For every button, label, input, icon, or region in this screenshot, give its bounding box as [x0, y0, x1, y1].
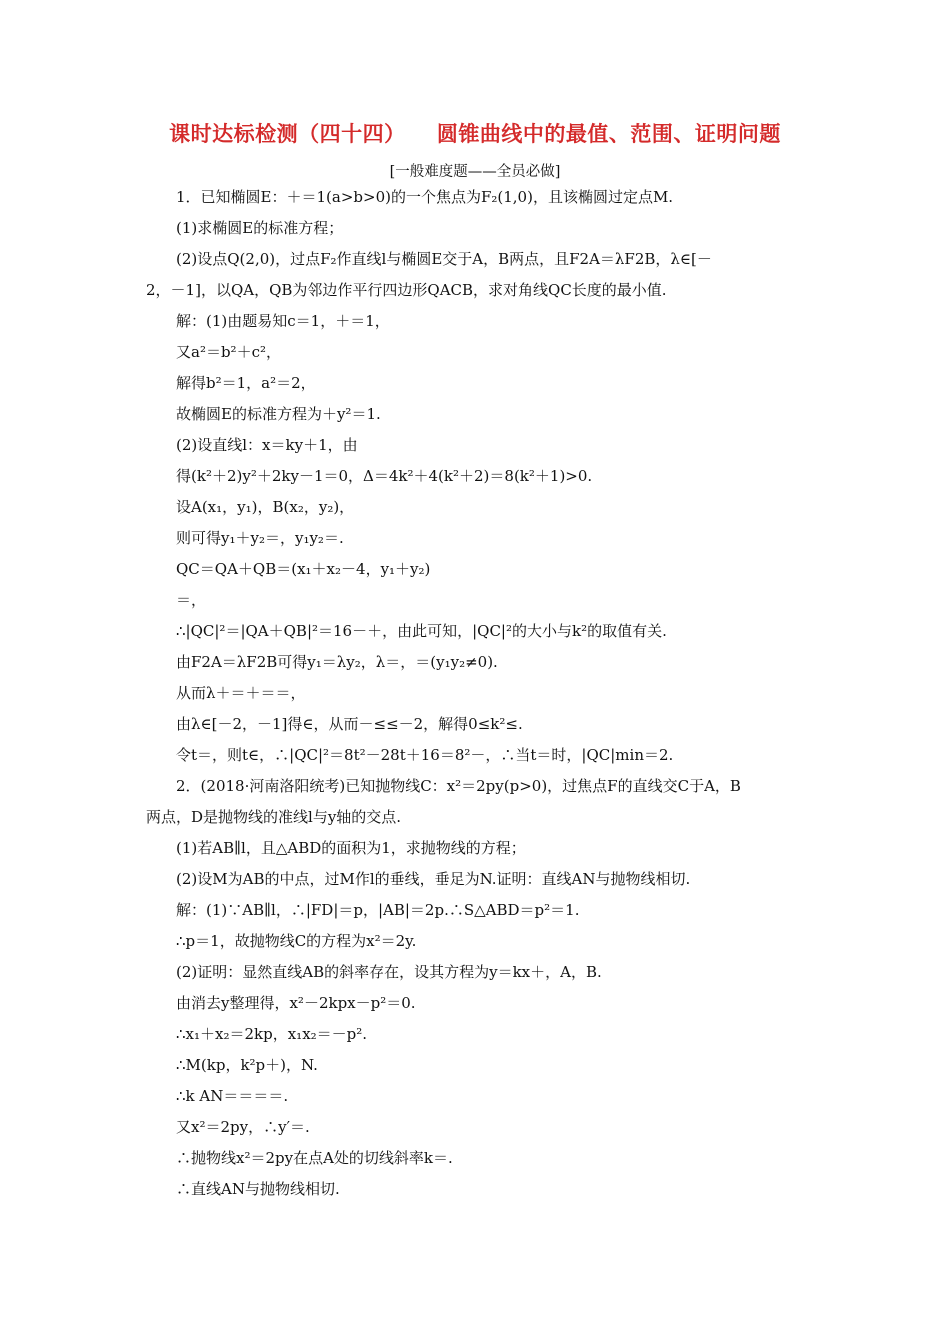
text-line: 设A(x₁，y₁)，B(x₂，y₂)， [176, 498, 355, 516]
text-line: ∴k AN＝＝＝＝. [176, 1087, 289, 1105]
text-line: 解得b²＝1，a²＝2， [176, 374, 316, 392]
text-line: 故椭圆E的标准方程为＋y²＝1. [176, 405, 381, 423]
text-line: 得(k²＋2)y²＋2ky－1＝0，Δ＝4k²＋4(k²＋2)＝8(k²＋1)>0. [176, 467, 593, 485]
text-line: ∴x₁＋x₂＝2kp，x₁x₂＝－p². [176, 1025, 368, 1043]
text-line: 解：(1)由题易知c＝1，＋＝1， [176, 312, 390, 330]
text-line: (1)若AB∥l，且△ABD的面积为1，求抛物线的方程； [176, 839, 526, 857]
text-line: 又x²＝2py，∴y′＝. [176, 1118, 310, 1136]
text-line: 由F2A＝λF2B可得y₁＝λy₂，λ＝，＝(y₁y₂≠0). [176, 653, 498, 671]
text-line: ∴抛物线x²＝2py在点A处的切线斜率k＝. [176, 1149, 453, 1167]
text-line: 则可得y₁＋y₂＝，y₁y₂＝. [176, 529, 344, 547]
text-line: ∴M(kp，k²p＋)，N. [176, 1056, 318, 1074]
page-title: 课时达标检测（四十四） 圆锥曲线中的最值、范围、证明问题 [169, 121, 781, 146]
difficulty-subtitle: [一般难度题——全员必做] [389, 164, 561, 180]
text-line: 两点，D是抛物线的准线l与y轴的交点. [146, 808, 402, 826]
text-line: ＝， [176, 591, 207, 609]
text-line: (1)求椭圆E的标准方程； [176, 219, 344, 237]
text-line: 2．(2018·河南洛阳统考)已知抛物线C：x²＝2py(p>0)，过焦点F的直线交C于A，B [176, 777, 741, 795]
text-line: ∴直线AN与抛物线相切. [176, 1180, 340, 1198]
text-line: 从而λ＋＝＋＝＝， [176, 684, 306, 702]
text-line: 由λ∈[－2，－1]得∈，从而－≤≤－2，解得0≤k²≤. [176, 715, 523, 733]
text-line: 由消去y整理得，x²－2kpx－p²＝0. [176, 994, 416, 1012]
text-line: ∴p＝1，故抛物线C的方程为x²＝2y. [176, 932, 417, 950]
text-line: (2)设M为AB的中点，过M作l的垂线，垂足为N.证明：直线AN与抛物线相切. [176, 870, 691, 888]
text-line: (2)设点Q(2,0)，过点F₂作直线l与椭圆E交于A，B两点，且F2A＝λF2B，λ∈[－ [176, 250, 712, 268]
text-line: 又a²＝b²＋c²， [176, 343, 281, 361]
text-line: QC＝QA＋QB＝(x₁＋x₂－4，y₁＋y₂) [176, 560, 431, 578]
document-body [146, 182, 810, 1205]
text-line: ∴|QC|²＝|QA＋QB|²＝16－＋，由此可知，|QC|²的大小与k²的取值有关. [176, 622, 667, 640]
text-line: (2)证明：显然直线AB的斜率存在，设其方程为y＝kx＋，A，B. [176, 963, 602, 981]
text-line: 解：(1)∵AB∥l，∴|FD|＝p，|AB|＝2p.∴S△ABD＝p²＝1. [176, 901, 580, 919]
text-line: 令t＝，则t∈，∴|QC|²＝8t²－28t＋16＝8²－，∴当t＝时，|QC|min＝2. [176, 746, 674, 764]
text-line: 1．已知椭圆E：＋＝1(a>b>0)的一个焦点为F₂(1,0)，且该椭圆过定点M. [176, 188, 674, 206]
text-line: (2)设直线l：x＝ky＋1，由 [176, 436, 358, 454]
text-line: 2，－1]，以QA，QB为邻边作平行四边形QACB，求对角线QC长度的最小值. [146, 281, 667, 299]
